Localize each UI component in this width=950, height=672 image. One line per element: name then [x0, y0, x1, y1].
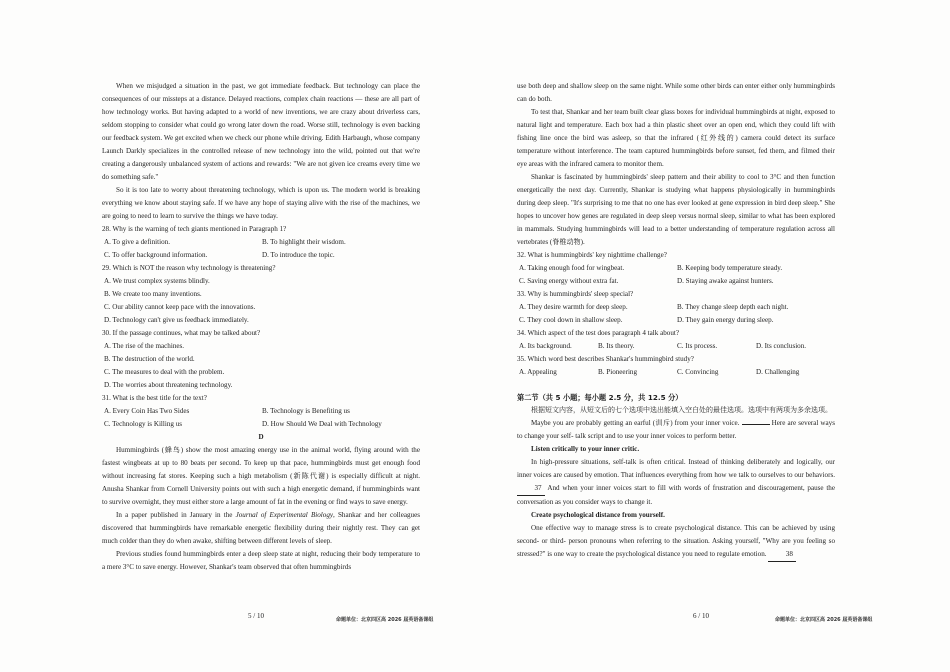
question-stem: 28. Why is the warning of tech giants mentioned in Paragraph 1?: [102, 225, 287, 233]
question-31: [102, 392, 420, 431]
paragraph: [517, 456, 835, 509]
journal-title: Journal of Experimental Biology: [235, 511, 334, 519]
option[interactable]: D. Its conclusion.: [756, 342, 807, 350]
paragraph: Previous studies found hummingbirds enter a deep sleep state at night, reducing their body temperature to a mere 3°C to save energy. However, Shankar's team observed that often hummingbirds: [102, 550, 420, 571]
question-stem: 31. What is the best title for the text?: [102, 394, 207, 402]
option[interactable]: B. To highlight their wisdom.: [262, 238, 346, 246]
option[interactable]: A. To give a definition.: [104, 238, 170, 246]
option[interactable]: D. The worries about threatening technology.: [104, 381, 233, 389]
option[interactable]: C. Our ability cannot keep pace with the innovations.: [104, 303, 256, 311]
section-heading: 第二节（共 5 小题；每小题 2.5 分，共 12.5 分）: [517, 393, 683, 402]
paragraph: When we misjudged a situation in the past, we got immediate feedback. But technology can place the consequences of our missteps at a distance. Delayed reactions, complex chain reactions — these are all part of how technology works. But having adapted to a world of new inventions, we are crazy about driverless cars, seldom stopping to consider what could go wrong later down the road. Worse still, technology is even backing our feedback system. We get excited when we check our phone while driving. Edith Harbaugh, whose company Launch Darkly specializes in the controlled release of new technology into the wild, pointed out that we're creating a dangerously unbalanced system of actions and rewards: "We are not given ice creams every time we do something safe.": [102, 82, 420, 181]
option[interactable]: A. Every Coin Has Two Sides: [104, 407, 190, 415]
footer-tag: 命题单位：北京四区高 2026 届英语备课组: [775, 617, 873, 623]
option[interactable]: D. How Should We Deal with Technology: [262, 420, 382, 428]
question-32: [517, 249, 835, 288]
option[interactable]: D. Challenging: [756, 368, 800, 376]
option[interactable]: B. They change sleep depth each night.: [677, 303, 789, 311]
option[interactable]: C. Saving energy without extra fat.: [519, 277, 619, 285]
paragraph: To test that, Shankar and her team built clear glass boxes for individual hummingbirds at night, exposed to natural light and temperature. Each box had a thin plastic sheet over an open end, which they could lift with fishing line once the bird was asleep, so that the infrared (红外线的) camera could detect its surface temperature without interference. The team captured hummingbirds before sunset, fed them, and filmed their eye areas with the infrared camera to monitor them.: [517, 108, 835, 168]
option[interactable]: A. Its background.: [519, 342, 572, 350]
question-stem: 30. If the passage continues, what may be talked about?: [102, 329, 261, 337]
option[interactable]: B. We create too many inventions.: [104, 290, 202, 298]
question-35: [517, 353, 835, 379]
page-number: 6 / 10: [693, 612, 709, 620]
left-column: [102, 80, 420, 574]
option[interactable]: D. Staying awake against hunters.: [677, 277, 774, 285]
right-column: [517, 80, 835, 562]
paragraph: [517, 522, 835, 562]
paragraph: [102, 509, 420, 548]
option[interactable]: B. Technology is Benefiting us: [262, 407, 350, 415]
option[interactable]: C. Its process.: [677, 342, 718, 350]
option[interactable]: C. The measures to deal with the problem.: [104, 368, 225, 376]
paragraph: So it is too late to worry about threatening technology, which is upon us. The modern world is breaking everything we know about staying safe. If we have any hope of staying alive with the rise of the machines, we are going to need to learn to survive the things we have today.: [102, 186, 420, 220]
footer-tag: 命题单位：北京四区高 2026 届英语备课组: [336, 617, 434, 623]
option[interactable]: B. The destruction of the world.: [104, 355, 195, 363]
text-fragment: Here are several ways to change your self- talk script and to use your inner voices to perform better.: [517, 419, 835, 440]
option[interactable]: D. They gain energy during sleep.: [677, 316, 774, 324]
question-30: [102, 327, 420, 392]
right-page: [475, 0, 950, 672]
page-number: 5 / 10: [248, 612, 264, 620]
text-fragment: In high-pressure situations, self-talk is often critical. Instead of thinking deliberately and logically, our inner voices are caused by emotion. That influences everything from how we talk to ourselves to our behaviors.: [517, 458, 835, 479]
question-stem: 35. Which word best describes Shankar's hummingbird study?: [517, 355, 694, 363]
section-letter: D: [258, 433, 264, 441]
paragraph: Shankar is fascinated by hummingbirds' sleep pattern and their ability to cool to 3°C and then function energetically the next day. Currently, Shankar is studying what happens physiologically in hummingbirds during deep sleep. "It's surprising to me that no one has ever looked at gene expression in bird deep sleep." She hopes to uncover how genes are regulated in deep sleep versus normal sleep, similar to what has been explored in mammals. Studying hummingbirds will lead to a better understanding of temperature regulation across all vertebrates (脊椎动物).: [517, 173, 835, 246]
question-28: [102, 223, 420, 262]
option[interactable]: A. The rise of the machines.: [104, 342, 185, 350]
option[interactable]: C. Convincing: [677, 368, 719, 376]
question-stem: 33. Why is hummingbirds' sleep special?: [517, 290, 634, 298]
paragraph: use both deep and shallow sleep on the same night. While some other birds can enter either only hummingbirds can do both.: [517, 82, 835, 103]
question-33: [517, 288, 835, 327]
instructions: 根据短文内容，从短文后的七个选项中选出能填入空白处的最佳选项。选项中有两项为多余选项。: [531, 406, 832, 414]
option[interactable]: A. Taking enough food for wingbeat.: [519, 264, 625, 272]
option[interactable]: C. To offer background information.: [104, 251, 208, 259]
question-stem: 32. What is hummingbirds' key nighttime challenge?: [517, 251, 667, 259]
answer-blank-37[interactable]: 37: [517, 482, 545, 496]
option[interactable]: B. Pioneering: [598, 368, 638, 376]
text-fragment: And when your inner voices start to fill with words of frustration and discouragement, pause the conversation as you consider ways to change it.: [517, 484, 835, 506]
option[interactable]: B. Keeping body temperature steady.: [677, 264, 783, 272]
text-fragment: , Shankar and her colleagues discovered that hummingbirds have remarkable energetic flexibility during their nightly rest. They can get much colder than they do when awake, shifting between different levels of sleep.: [102, 511, 420, 545]
subheading: Listen critically to your inner critic.: [531, 445, 640, 453]
option[interactable]: A. We trust complex systems blindly.: [104, 277, 210, 285]
answer-blank-38[interactable]: 38: [768, 548, 796, 562]
question-29: [102, 262, 420, 327]
text-fragment: Maybe you are probably getting an earful (训斥) from your inner voice.: [531, 419, 740, 427]
paragraph: [517, 417, 835, 443]
option[interactable]: C. Technology is Killing us: [104, 420, 182, 428]
paragraph: Hummingbirds (蜂鸟) show the most amazing energy use in the animal world, flying around with the fastest wingbeats at up to 80 beats per second. To keep up that pace, hummingbirds must get enough food without increasing fat stores. Keeping such a high metabolism (新陈代谢) is especially difficult at night. Anusha Shankar from Cornell University points out with such a high energetic demand, if hummingbirds want to survive overnight, they must either store a large amount of fat in the evening or find ways to save energy.: [102, 446, 420, 506]
option[interactable]: D. To introduce the topic.: [262, 251, 335, 259]
option[interactable]: C. They cool down in shallow sleep.: [519, 316, 623, 324]
answer-blank-36[interactable]: [742, 424, 770, 425]
subheading: Create psychological distance from yourself.: [531, 511, 665, 519]
text-fragment: One effective way to manage stress is to create psychological distance. This can be achieved by using second- or third- person pronouns when referring to the situation. Asking yourself, "Why are you feeling so stressed?" is one way to create the psychological distance you need to regulate emotion.: [517, 524, 835, 558]
option[interactable]: B. Its theory.: [598, 342, 635, 350]
option[interactable]: A. They desire warmth for deep sleep.: [519, 303, 628, 311]
text-fragment: In a paper published in January in the: [116, 511, 236, 519]
question-stem: 29. Which is NOT the reason why technology is threatening?: [102, 264, 276, 272]
question-stem: 34. Which aspect of the test does paragraph 4 talk about?: [517, 329, 679, 337]
option[interactable]: A. Appealing: [519, 368, 557, 376]
question-34: [517, 327, 835, 353]
option[interactable]: D. Technology can't give us feedback immediately.: [104, 316, 249, 324]
